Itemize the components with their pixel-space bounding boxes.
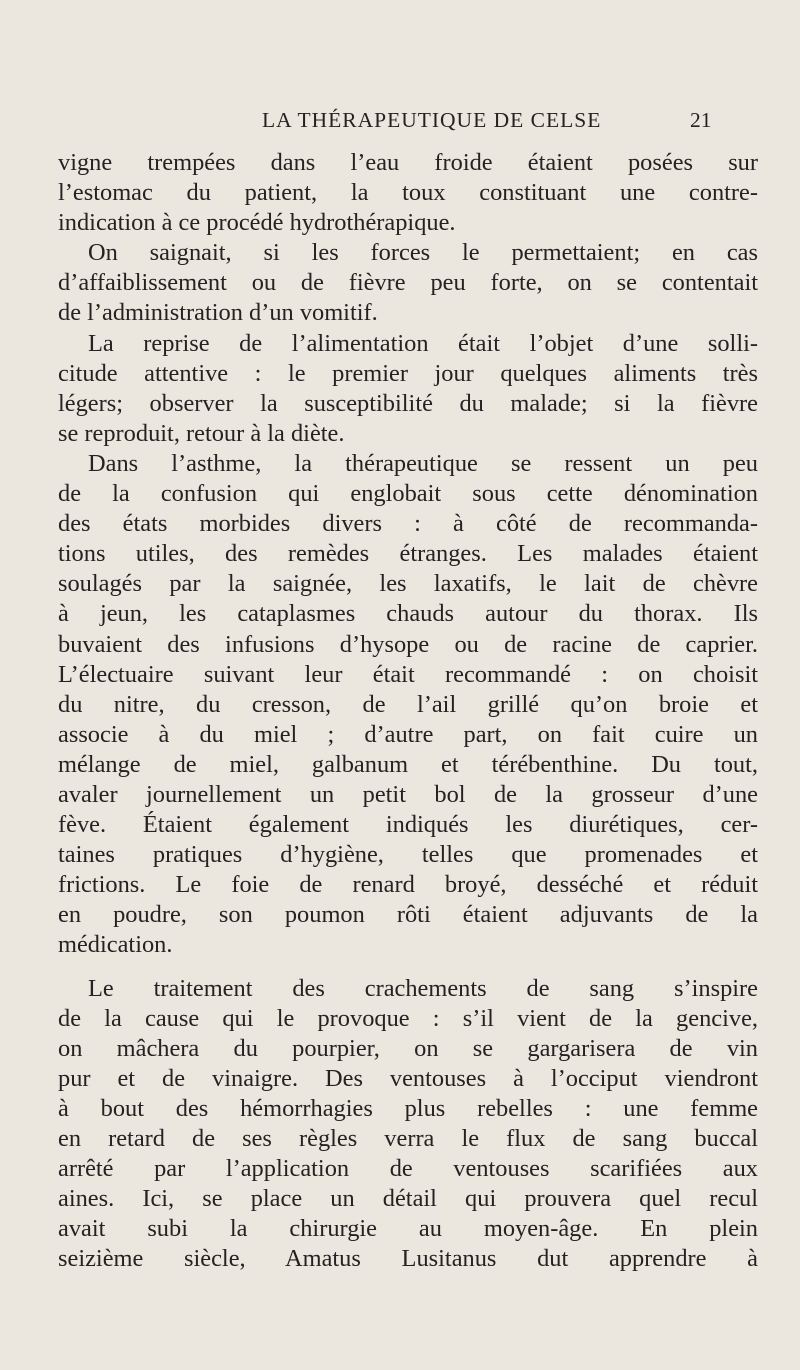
text-line: médication. [58,931,173,959]
text-line: avaler journellement un petit bol de la grosseur d’une [58,780,758,808]
text-line: d’affaiblissement ou de fièvre peu forte, on se contentait [58,269,758,297]
text-line: On saignait, si les forces le permettaient; en cas [88,239,758,267]
text-line: associe à du miel ; d’autre part, on fait cuire un [58,720,758,748]
text-line: La reprise de l’alimentation était l’objet d’une solli- [88,329,758,357]
text-line: vigne trempées dans l’eau froide étaient posées sur [58,149,758,176]
text-line: en retard de ses règles verra le flux de sang buccal [58,1125,758,1152]
paragraph [58,449,758,961]
paragraph [58,148,758,238]
running-title: LA THÉRAPEUTIQUE DE CELSE [262,108,602,132]
text-line: on mâchera du pourpier, on se gargarisera de vin [58,1034,758,1062]
text-line: en poudre, son poumon rôti étaient adjuvants de la [58,901,758,929]
text-line: légers; observer la susceptibilité du malade; si la fièvre [58,389,758,417]
text-line: de l’administration d’un vomitif. [58,299,378,327]
paragraph-spacer [58,961,758,974]
text-line: citude attentive : le premier jour quelques aliments très [58,359,758,387]
page-number: 21 [690,108,712,132]
text-line: mélange de miel, galbanum et térébenthine. Du tout, [58,750,758,778]
text-line: tions utiles, des remèdes étranges. Les malades étaient [58,540,758,568]
text-line: frictions. Le foie de renard broyé, desséché et réduit [58,871,758,899]
page-header [0,108,800,138]
text-line: L’électuaire suivant leur était recommandé : on choisit [58,660,758,688]
text-line: taines pratiques d’hygiène, telles que promenades et [58,841,758,869]
text-line: pur et de vinaigre. Des ventouses à l’occiput viendront [58,1064,758,1092]
text-line: à bout des hémorrhagies plus rebelles : une femme [58,1094,758,1122]
body-text [58,148,758,1274]
text-line: de la cause qui le provoque : s’il vient de la gencive, [58,1004,758,1032]
paragraph [58,974,758,1275]
text-line: buvaient des infusions d’hysope ou de racine de caprier. [58,630,758,658]
text-line: arrêté par l’application de ventouses scarifiées aux [58,1155,758,1183]
text-line: avait subi la chirurgie au moyen-âge. En plein [58,1215,758,1243]
text-line: seizième siècle, Amatus Lusitanus dut apprendre à [58,1245,758,1273]
text-line: se reproduit, retour à la diète. [58,419,345,447]
text-line: de la confusion qui englobait sous cette dénomination [58,480,758,508]
text-line: l’estomac du patient, la toux constituant une contre- [58,179,758,207]
text-line: soulagés par la saignée, les laxatifs, le lait de chèvre [58,570,758,598]
paragraph [58,238,758,328]
text-line: des états morbides divers : à côté de recommanda- [58,510,758,538]
text-line: aines. Ici, se place un détail qui prouvera quel recul [58,1185,758,1213]
text-line: Dans l’asthme, la thérapeutique se ressent un peu [88,449,758,477]
text-line: à jeun, les cataplasmes chauds autour du thorax. Ils [58,600,758,628]
paragraph [58,329,758,449]
text-line: du nitre, du cresson, de l’ail grillé qu’on broie et [58,690,758,718]
text-line: Le traitement des crachements de sang s’inspire [88,974,758,1002]
text-line: indication à ce procédé hydrothérapique. [58,209,456,237]
text-line: fève. Étaient également indiqués les diurétiques, cer- [58,811,758,839]
